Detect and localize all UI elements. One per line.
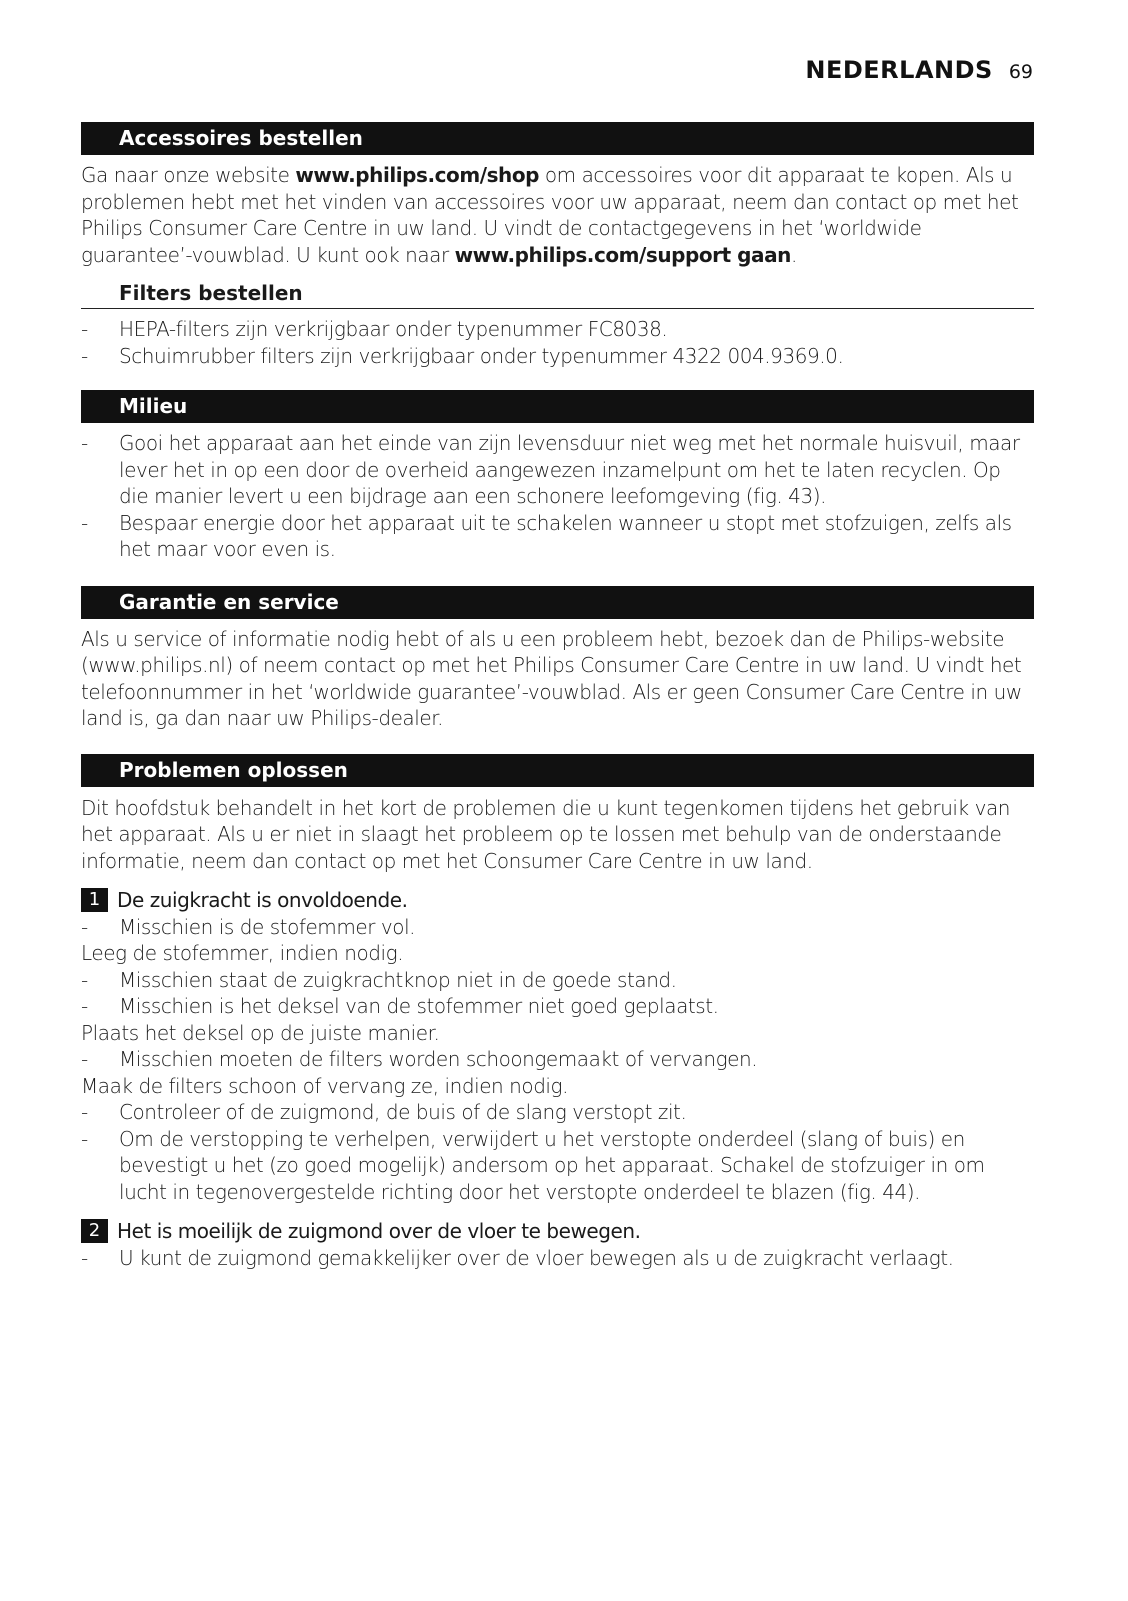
list-item: - Om de verstopping te verhelpen, verwijdert u het verstopte onderdeel (slang of buis) en bevestigt u het (zo goed mogelijk) andersom op het apparaat. Schakel de stofzuiger in om lucht in tegenovergestelde richting door het verstopte onderdeel te blazen (fig. 44). [81, 1126, 985, 1204]
accessoires-text: Ga naar onze website [81, 163, 296, 187]
page-header [805, 56, 1033, 84]
list-item: - Misschien moeten de filters worden schoongemaakt of vervangen. [81, 1047, 758, 1071]
milieu-list [81, 430, 1034, 563]
subheading-filters: Filters bestellen [81, 280, 1034, 309]
solution-line: Plaats het deksel op de juiste manier. [81, 1020, 440, 1045]
accessoires-paragraph [81, 162, 1034, 268]
list-item: - U kunt de zuigmond gemakkelijker over de vloer bewegen als u de zuigkracht verlaagt. [81, 1245, 954, 1270]
problemen-intro: Dit hoofdstuk behandelt in het kort de problemen die u kunt tegenkomen tijdens het gebruik van het apparaat. Als u er niet in slaagt het probleem op te lossen met behulp van de onderstaande informatie, neem dan contact op met het Consumer Care Centre in uw land. [81, 795, 1010, 873]
support-link[interactable]: www.philips.com/support gaan [454, 242, 791, 267]
step-number-badge: 1 [81, 888, 108, 912]
list-item: - Misschien staat de zuigkrachtknop niet in de goede stand. [81, 967, 677, 992]
section-heading-garantie: Garantie en service [81, 586, 1034, 619]
shop-link[interactable]: www.philips.com/shop [295, 163, 539, 187]
accessoires-text: . [790, 242, 797, 267]
problem-heading-1: 1 De zuigkracht is onvoldoende. [81, 887, 1034, 914]
problem-2-lines [81, 1245, 1034, 1272]
page-content [81, 122, 1034, 1271]
section-heading-milieu: Milieu [81, 390, 1034, 423]
list-item: - Schuimrubber filters zijn verkrijgbaar onder typenummer 4322 004.9369.0. [81, 343, 844, 368]
list-item: - Bespaar energie door het apparaat uit te schakelen wanneer u stopt met stofzuigen, zelfs als het maar voor even is. [81, 510, 1012, 561]
section-heading-accessoires: Accessoires bestellen [81, 122, 1034, 155]
list-item: - Misschien is het deksel van de stofemmer niet goed geplaatst. [81, 994, 719, 1018]
section-heading-problemen: Problemen oplossen [81, 754, 1034, 787]
problem-heading-2: 2 Het is moeilijk de zuigmond over de vloer te bewegen. [81, 1218, 1034, 1245]
list-item: - Misschien is de stofemmer vol. [81, 914, 416, 939]
solution-line: Maak de filters schoon of vervang ze, indien nodig. [81, 1073, 569, 1098]
list-item: - Controleer of de zuigmond, de buis of de slang verstopt zit. [81, 1100, 687, 1124]
accessoires-text: om accessoires voor dit apparaat te kopen. Als u problemen hebt met het vinden van accessoires voor uw apparaat, neem dan contact op met het Philips Consumer Care Centre in uw land. U vindt de contactgegevens in het ‘worldwide guarantee’-vouwblad. U kunt ook naar [81, 163, 1019, 267]
list-item: - HEPA-filters zijn verkrijgbaar onder typenummer FC8038. [81, 317, 668, 341]
filters-list [81, 316, 1034, 369]
list-item: - Gooi het apparaat aan het einde van zijn levensduur niet weg met het normale huisvuil, maar lever het in op een door de overheid aangewezen inzamelpunt om het te laten recyclen. Op die manier levert u een bijdrage aan een schonere leefomgeving (fig. 43). [81, 431, 1020, 508]
language-title: NEDERLANDS [805, 56, 993, 84]
page-number: 69 [1008, 61, 1033, 83]
garantie-paragraph: Als u service of informatie nodig hebt of als u een probleem hebt, bezoek dan de Philips-website (www.philips.nl) of neem contact op met het Philips Consumer Care Centre in uw land. U vindt het telefoonnummer in het ‘worldwide guarantee’-vouwblad. Als er geen Consumer Care Centre in uw land is, ga dan naar uw Philips-dealer. [81, 626, 1022, 730]
step-number-badge: 2 [81, 1219, 108, 1243]
problem-1-lines [81, 914, 1034, 1206]
solution-line: Leeg de stofemmer, indien nodig. [81, 941, 404, 965]
